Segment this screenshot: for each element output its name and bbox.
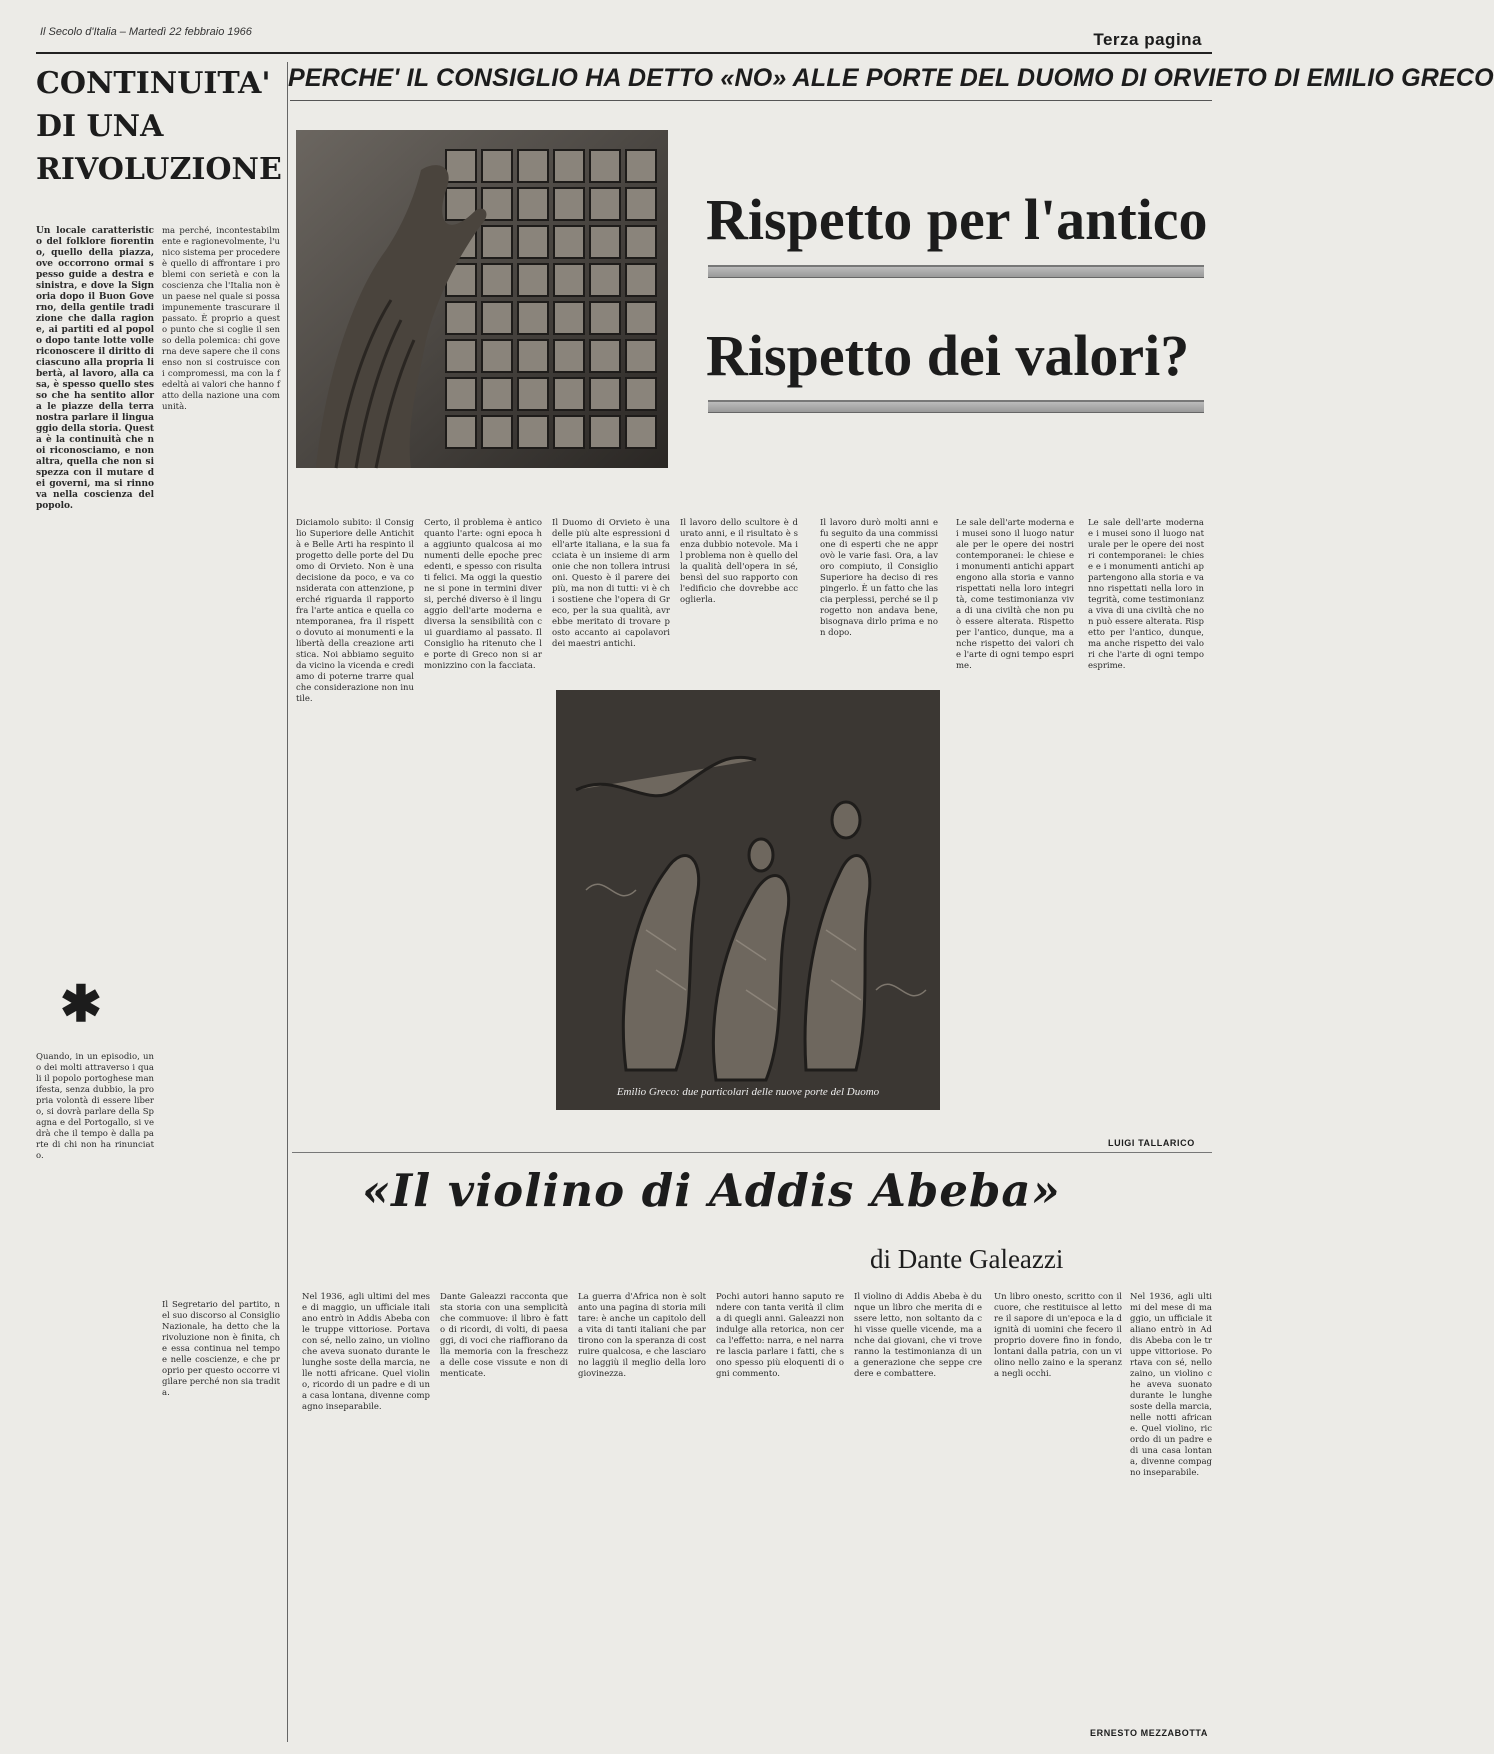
orvieto-col-4: Il lavoro dello scultore è durato anni, e il risultato è senza dubbio notevole. Ma il problema non è quello della qualità dell'opera in sé, bensì del suo rapporto con l'edificio che dovrebbe accoglierla.: [680, 518, 798, 605]
door-relief-photo: [556, 690, 940, 1110]
left-article-col-1: Un locale caratteristico del folklore fiorentino, quello della piazza, ove occorrono ormai spesso guide a destra e sinistra, e dove la Signoria dopo il Buon Governo, della gentile tradizione che dalla ragione, ai partiti ed al popolo dopo tante lotte volle riconoscere il diritto di ciascuno alla propria libertà, al lavoro, alla casa, è spesso quello stesso che ha sentito allora le piazze della terra nostra parlare il linguaggio della storia. Questa è la continuità che noi riconosciamo, e non altra, quella che non si spezza con il mutare dei governi, ma si rinnova nella coscienza del popolo.: [36, 226, 154, 511]
asterisk-icon: ✱: [60, 974, 102, 1033]
orvieto-col-7: Le sale dell'arte moderna e i musei sono il luogo naturale per le opere dei nostri contemporanei: le chiese e i monumenti antichi appartengono alla storia e vanno rispettati nella loro integrità, come testimonianza viva di una civiltà che non può essere alterata. Rispetto per l'antico, dunque, ma anche rispetto dei valori che l'arte di ogni tempo esprime.: [1088, 518, 1204, 671]
violino-byline: di Dante Galeazzi: [870, 1244, 1064, 1274]
sculptor-photo: [296, 130, 668, 468]
masthead-date: Il Secolo d'Italia – Martedì 22 febbraio 1966: [40, 26, 252, 38]
violino-col-3: La guerra d'Africa non è soltanto una pagina di storia militare: è anche un capitolo della vita di tanti italiani che partirono con la speranza di costruire qualcosa, e che lasciarono laggiù il meglio della loro giovinezza.: [578, 1292, 706, 1379]
sculptor-photo-image: [296, 130, 668, 468]
left-article-title: [36, 62, 282, 191]
left-article-col-2b: Il Segretario del partito, nel suo discorso al Consiglio Nazionale, ha detto che la rivoluzione non è finita, che essa continua nel tempo e nelle coscienze, e che proprio per questo occorre vigilare perché non sia tradita.: [162, 1300, 280, 1398]
violino-col-4: Pochi autori hanno saputo rendere con tanta verità il clima di quegli anni. Galeazzi non indulge alla retorica, non cerca l'effetto: narra, e nel narrare lascia parlare i fatti, che sono spesso più eloquenti di ogni commento.: [716, 1292, 844, 1379]
title-line-1: CONTINUITA': [36, 66, 271, 101]
headline-valori: Rispetto dei valori?: [706, 323, 1190, 388]
headline-antico: Rispetto per l'antico: [706, 187, 1208, 252]
section-title: Terza pagina: [1093, 30, 1202, 49]
orvieto-col-5: Il lavoro durò molti anni e fu seguito da una commissione di esperti che ne approvò le varie fasi. Ora, a lavoro compiuto, il Consiglio Superiore ha deciso di respingerlo. È un fatto che lascia perplessi, perché se il progetto non andava bene, bisognava dirlo prima e non dopo.: [820, 518, 938, 638]
top-rule: [36, 52, 1212, 54]
violino-col-2: Dante Galeazzi racconta questa storia con una semplicità che commuove: il libro è fatto di ricordi, di volti, di paesaggi, di voci che riaffiorano dalla memoria con la freschezza delle cose vissute e non dimenticate.: [440, 1292, 568, 1379]
left-article-col-1b: Quando, in un episodio, uno dei molti attraverso i quali il popolo portoghese manifesta, senza dubbio, la propria volontà di essere libero, si dovrà parlare della Spagna e del Portogallo, si vedrà che il tempo è dalla parte di chi non ha rinunciato.: [36, 1052, 154, 1161]
orvieto-col-1: Diciamolo subito: il Consiglio Superiore delle Antichità e Belle Arti ha respinto il progetto delle porte del Duomo di Orvieto. Non è una decisione da poco, e va considerata con attenzione, perché riguarda il rapporto fra l'arte antica e quella contemporanea, fra il rispetto dovuto ai monumenti e la libertà della creazione artistica. Noi abbiamo seguito da vicino la vicenda e crediamo di poterne trarre qualche considerazione non inutile.: [296, 518, 414, 704]
relief-caption: Emilio Greco: due particolari delle nuove porte del Duomo: [616, 1086, 880, 1098]
headline-bar-2: [708, 400, 1204, 413]
violino-col-5: Il violino di Addis Abeba è dunque un libro che merita di essere letto, non soltanto da chi visse quelle vicende, ma anche dai giovani, che vi troveranno la testimonianza di una generazione che seppe credere e combattere.: [854, 1292, 982, 1379]
orvieto-signature: LUIGI TALLARICO: [1108, 1138, 1195, 1148]
kicker-rule: [290, 100, 1212, 101]
orvieto-col-3: Il Duomo di Orvieto è una delle più alte espressioni dell'arte italiana, e la sua facciata è un insieme di armonie che non tollera intrusioni. Questo è il parere dei più, ma non di tutti: vi è chi sostiene che l'opera di Greco, per la sua qualità, avrebbe meritato di trovare posto accanto ai capolavori dei maestri antichi.: [552, 518, 670, 649]
door-relief-image: [556, 690, 940, 1110]
violino-col-7: Nel 1936, agli ultimi del mese di maggio, un ufficiale italiano entrò in Addis Abeba con le truppe vittoriose. Portava con sé, nello zaino, un violino che aveva suonato durante le lunghe soste della marcia, nelle notti africane. Quel violino, ricordo di un padre e di una casa lontana, divenne compagno inseparabile.: [1130, 1292, 1212, 1478]
title-line-3: RIVOLUZIONE: [36, 152, 282, 187]
violino-headline: «Il violino di Addis Abeba»: [362, 1164, 1061, 1217]
left-column-divider: [287, 62, 288, 1742]
violino-col-6: Un libro onesto, scritto con il cuore, che restituisce al lettore il sapore di un'epoca e la dignità di uomini che fecero il proprio dovere fino in fondo, lontani dalla patria, con un violino nello zaino e la speranza negli occhi.: [994, 1292, 1122, 1379]
orvieto-kicker: PERCHE' IL CONSIGLIO HA DETTO «NO» ALLE PORTE DEL DUOMO DI ORVIETO DI EMILIO GRECO: [288, 64, 1494, 92]
title-line-2: DI UNA: [36, 109, 164, 144]
violino-col-1: Nel 1936, agli ultimi del mese di maggio, un ufficiale italiano entrò in Addis Abeba con le truppe vittoriose. Portava con sé, nello zaino, un violino che aveva suonato durante le lunghe soste della marcia, nelle notti africane. Quel violino, ricordo di un padre e di una casa lontana, divenne compagno inseparabile.: [302, 1292, 430, 1412]
section-rule: [292, 1152, 1212, 1153]
left-article-col-2: ma perché, incontestabilmente e ragionevolmente, l'unico sistema per procedere è quello di affrontare i problemi con serietà e con la coscienza che l'Italia non è un paese nel quale si possa impunemente trascurare il passato. È proprio a questo punto che si coglie il senso della polemica: chi governa deve sapere che il consenso non si costruisce con i compromessi, ma con la fedeltà ai valori che hanno fatto della nazione una comunità.: [162, 226, 280, 412]
headline-bar-1: [708, 265, 1204, 278]
violino-signature: ERNESTO MEZZABOTTA: [1090, 1728, 1208, 1738]
orvieto-col-2: Certo, il problema è antico quanto l'arte: ogni epoca ha aggiunto qualcosa ai monumenti delle epoche precedenti, e spesso con risultati felici. Ma oggi la questione si pone in termini diversi, perché diverso è il linguaggio dell'arte moderna e diversa la sensibilità con cui guardiamo al passato. Il Consiglio ha ritenuto che le porte di Greco non si armonizzino con la facciata.: [424, 518, 542, 671]
orvieto-col-6: Le sale dell'arte moderna e i musei sono il luogo naturale per le opere dei nostri contemporanei: le chiese e i monumenti antichi appartengono alla storia e vanno rispettati nella loro integrità, come testimonianza viva di una civiltà che non può essere alterata. Rispetto per l'antico, dunque, ma anche rispetto dei valori che l'arte di ogni tempo esprime.: [956, 518, 1074, 671]
